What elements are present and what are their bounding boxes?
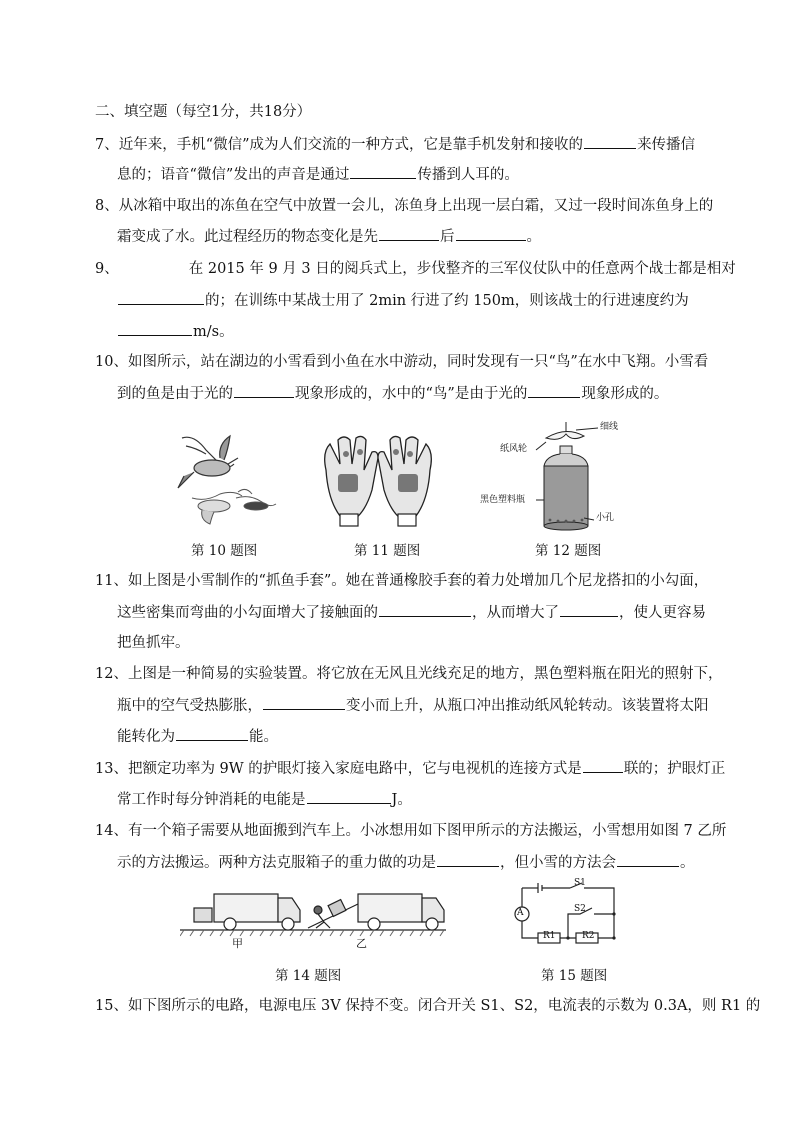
question-number: 14、 bbox=[95, 823, 128, 839]
answer-blank[interactable] bbox=[307, 789, 391, 804]
figure-14-caption: 第 14 题图 bbox=[275, 968, 342, 984]
figure-12-label-string: 细线 bbox=[600, 422, 619, 432]
figure-15-r2-label: R2 bbox=[582, 931, 595, 941]
question-13-line2: 常工作时每分钟消耗的电能是 J。 bbox=[117, 789, 412, 810]
question-number: 13、 bbox=[95, 761, 128, 777]
question-number: 10、 bbox=[95, 354, 128, 370]
figure-15-s2-label: S2 bbox=[574, 904, 586, 914]
figure-15-circuit-image bbox=[508, 880, 620, 948]
question-8-line2: 霜变成了水。此过程经历的物态变化是先 后 。 bbox=[117, 226, 541, 247]
question-number: 12、 bbox=[95, 666, 128, 682]
question-14-line2: 示的方法搬运。两种方法克服箱子的重力做的功是 ，但小雪的方法会 。 bbox=[117, 852, 695, 873]
question-11-line1: 11、如上图是小雪制作的“抓鱼手套”。她在普通橡胶手套的着力处增加几个尼龙搭扣的小勾面， bbox=[95, 573, 709, 589]
figure-15-caption: 第 15 题图 bbox=[541, 968, 608, 984]
answer-blank[interactable] bbox=[583, 758, 623, 773]
question-7-line2: 息的；语音“微信”发出的声音是通过 传播到人耳的。 bbox=[117, 164, 519, 185]
question-number: 9、 bbox=[95, 261, 119, 277]
figure-10-birds-image bbox=[172, 424, 282, 532]
question-9-line1: 9、 在 2015 年 9 月 3 日的阅兵式上，步伐整齐的三军仪仗队中的任意两个战士都是相对 bbox=[95, 261, 736, 277]
question-9-line3: m/s。 bbox=[117, 321, 234, 342]
question-9-line2: 的；在训练中某战士用了 2min 行进了约 150m，则该战士的行进速度约为 bbox=[117, 290, 689, 311]
figure-11-caption: 第 11 题图 bbox=[354, 543, 421, 559]
figure-12-label-hole: 小孔 bbox=[596, 513, 615, 523]
answer-blank[interactable] bbox=[350, 164, 416, 179]
question-12-line3: 能转化为 能。 bbox=[117, 726, 278, 747]
figure-12-apparatus-image bbox=[476, 420, 646, 532]
question-11-line2: 这些密集而弯曲的小勾面增大了接触面的 ，从而增大了 ，使人更容易 bbox=[117, 602, 706, 623]
question-13-line1: 13、把额定功率为 9W 的护眼灯接入家庭电路中，它与电视机的连接方式是 联的；护眼灯正 bbox=[95, 758, 725, 779]
answer-blank[interactable] bbox=[234, 383, 294, 398]
figure-15-s1-label: S1 bbox=[574, 878, 586, 888]
section-title: 二、填空题（每空1分，共18分） bbox=[95, 104, 312, 120]
figure-14-trucks-image bbox=[180, 880, 446, 952]
figure-15-r1-label: R1 bbox=[543, 931, 556, 941]
figure-14-label-a: 甲 bbox=[232, 937, 243, 950]
figure-12-label-bottle: 黑色塑料瓶 bbox=[480, 495, 526, 505]
question-number: 8、 bbox=[95, 198, 119, 214]
question-12-line2: 瓶中的空气受热膨胀， 变小而上升，从瓶口冲出推动纸风轮转动。该装置将太阳 bbox=[117, 695, 709, 716]
answer-blank[interactable] bbox=[379, 602, 471, 617]
question-11-line3: 把鱼抓牢。 bbox=[117, 635, 190, 651]
answer-blank[interactable] bbox=[528, 383, 580, 398]
question-10-line1: 10、如图所示，站在湖边的小雪看到小鱼在水中游动，同时发现有一只“鸟”在水中飞翔。小雪看 bbox=[95, 354, 709, 370]
answer-blank[interactable] bbox=[263, 695, 345, 710]
figure-15-ammeter-label: A bbox=[517, 908, 524, 918]
question-8-line1: 8、从冰箱中取出的冻鱼在空气中放置一会儿，冻鱼身上出现一层白霜，又过一段时间冻鱼身上的 bbox=[95, 198, 714, 214]
figure-12-label-wheel: 纸风轮 bbox=[500, 444, 528, 454]
answer-blank[interactable] bbox=[176, 726, 248, 741]
question-14-line1: 14、有一个箱子需要从地面搬到汽车上。小冰想用如下图甲所示的方法搬运，小雪想用如图 7 乙所 bbox=[95, 823, 727, 839]
answer-blank[interactable] bbox=[379, 226, 439, 241]
figure-10-caption: 第 10 题图 bbox=[191, 543, 258, 559]
answer-blank[interactable] bbox=[560, 602, 618, 617]
question-10-line2: 到的鱼是由于光的 现象形成的，水中的“鸟”是由于光的 现象形成的。 bbox=[117, 383, 668, 404]
answer-blank[interactable] bbox=[118, 290, 204, 305]
question-number: 7、 bbox=[95, 137, 119, 153]
answer-blank[interactable] bbox=[118, 321, 192, 336]
figure-12-caption: 第 12 题图 bbox=[535, 543, 602, 559]
answer-blank[interactable] bbox=[584, 134, 636, 149]
question-12-line1: 12、上图是一种简易的实验装置。将它放在无风且光线充足的地方，黑色塑料瓶在阳光的照射下， bbox=[95, 666, 723, 682]
answer-blank[interactable] bbox=[617, 852, 679, 867]
question-number: 11、 bbox=[95, 573, 128, 589]
figure-11-gloves-image bbox=[316, 430, 440, 530]
figure-14-label-b: 乙 bbox=[356, 937, 367, 950]
answer-blank[interactable] bbox=[456, 226, 526, 241]
question-7-line1: 7、近年来，手机“微信”成为人们交流的一种方式，它是靠手机发射和接收的 来传播信 bbox=[95, 134, 695, 155]
answer-blank[interactable] bbox=[437, 852, 499, 867]
question-number: 15、 bbox=[95, 998, 128, 1014]
question-15-line1: 15、如下图所示的电路，电源电压 3V 保持不变。闭合开关 S1、S2，电流表的示数为 0.3A，则 R1 的 bbox=[95, 998, 761, 1014]
